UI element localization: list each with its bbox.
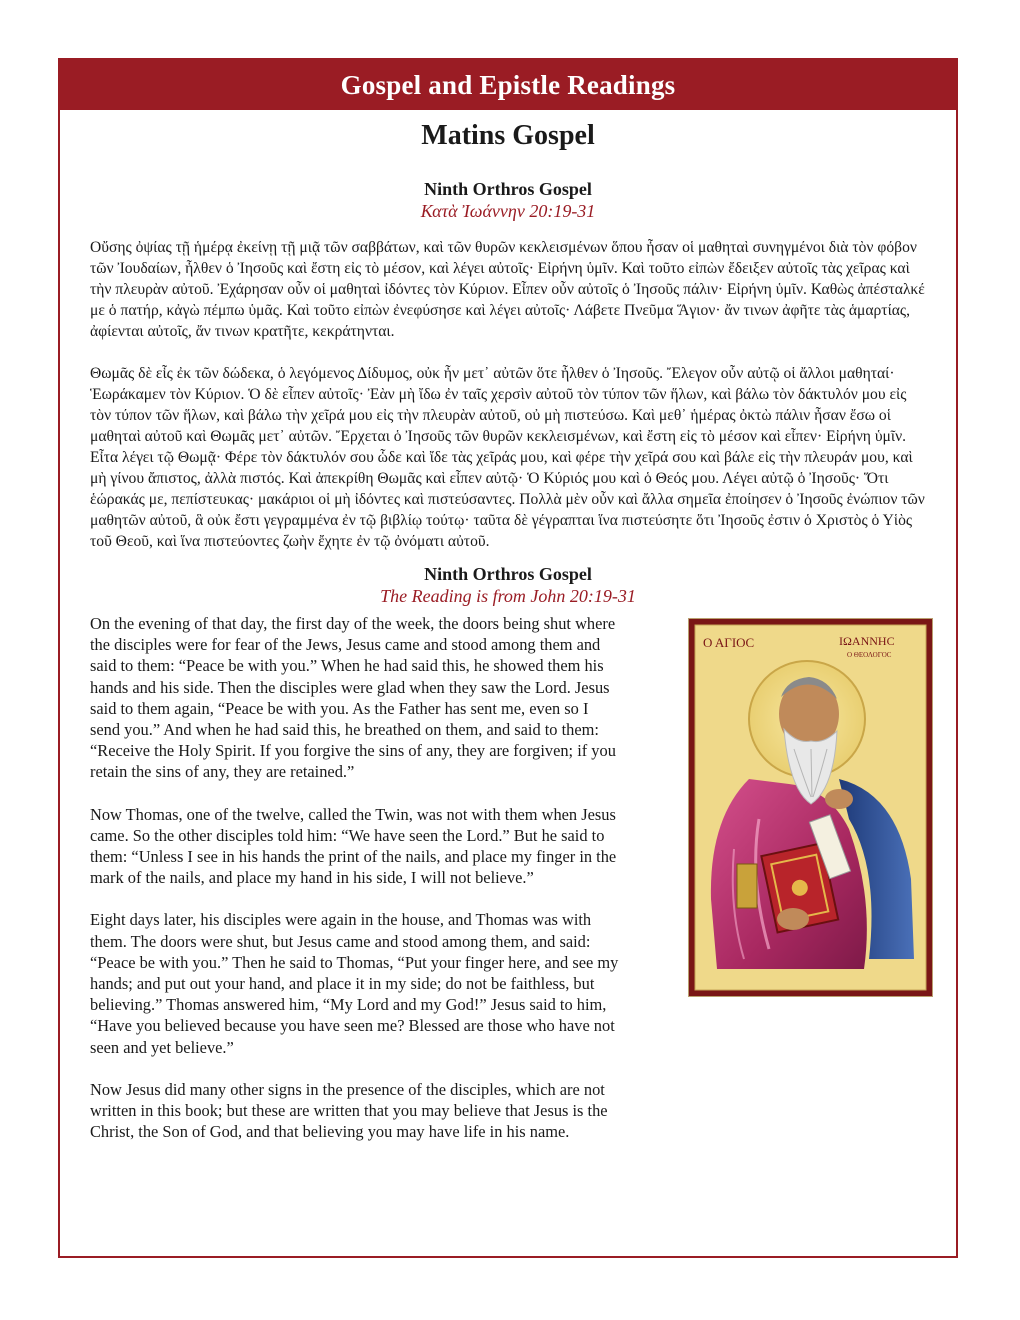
greek-heading: Ninth Orthros Gospel bbox=[424, 179, 592, 199]
icon-inscription-right: ΙΩΑΝΝΗC bbox=[839, 634, 895, 648]
greek-reference: Κατὰ Ἰωάννην 20:19-31 bbox=[420, 201, 596, 221]
greek-text bbox=[90, 237, 928, 552]
greek-section bbox=[60, 178, 956, 552]
english-paragraph: Now Jesus did many other signs in the presence of the disciples, which are not written in this book; but these are written that you may believe that Jesus is the Christ, the Son of God, and that believing you may have life in his name. bbox=[90, 1079, 608, 1142]
english-section bbox=[60, 563, 956, 1142]
icon-inscription-left: Ο ΑΓΙΟC bbox=[703, 635, 755, 650]
saint-john-icon bbox=[689, 619, 932, 996]
english-paragraph: Now Thomas, one of the twelve, called the Twin, was not with them when Jesus came. So the other disciples told him: “We have seen the Lord.” But he said to them: “Unless I see in his hands the print of the nails, and place my finger in the mark of the nails, and place my hand in his side, I will not believe.” bbox=[90, 804, 617, 888]
greek-paragraph: Θωμᾶς δὲ εἷς ἐκ τῶν δώδεκα, ὁ λεγόμενος Δίδυμος, οὐκ ἦν μετ᾽ αὐτῶν ὅτε ἦλθεν ὁ Ἰησοῦς. Ἔλεγον οὖν αὐτῷ οἱ ἄλλοι μαθηταί· Ἑωράκαμεν τὸν Κύριον. Ὁ δὲ εἶπεν αὐτοῖς· Ἐὰν μὴ ἴδω ἐν ταῖς χερσὶν αὐτοῦ τὸν τύπον τῶν ἥλων, καὶ βάλω τὸν δάκτυλόν μου εἰς τὸν τύπον τῶν ἥλων, καὶ βάλω τὴν χεῖρά μου εἰς τὴν πλευρὰν αὐτοῦ, οὐ μὴ πιστεύσω. Καὶ μεθ᾽ ἡμέρας ὀκτὼ πάλιν ἦσαν ἔσω οἱ μαθηταὶ αὐτοῦ καὶ Θωμᾶς μετ᾽ αὐτῶν. Ἔρχεται ὁ Ἰησοῦς τῶν θυρῶν κεκλεισμένων, καὶ ἔστη εἰς τὸ μέσον καὶ εἶπεν· Εἰρήνη ὑμῖν. Εἶτα λέγει τῷ Θωμᾷ· Φέρε τὸν δάκτυλόν σου ὧδε καὶ ἴδε τὰς χεῖράς μου, καὶ φέρε τὴν χεῖρά σου καὶ βάλε εἰς τὴν πλευράν μου, καὶ μὴ γίνου ἄπιστος, ἀλλὰ πιστός. Καὶ ἀπεκρίθη Θωμᾶς καὶ εἶπεν αὐτῷ· Ὁ Κύριός μου καὶ ὁ Θεός μου. Λέγει αὐτῷ ὁ Ἰησοῦς· Ὅτι ἑώρακάς με, πεπίστευκας· μακάριοι οἱ μὴ ἰδόντες καὶ πιστεύσαντες. Πολλὰ μὲν οὖν καὶ ἄλλα σημεῖα ἐποίησεν ὁ Ἰησοῦς ἐνώπιον τῶν μαθητῶν αὐτοῦ, ἃ οὐκ ἔστι γεγραμμένα ἐν τῷ βιβλίῳ τούτῳ· ταῦτα δὲ γέγραπται ἵνα πιστεύσητε ὅτι Ἰησοῦς ἐστιν ὁ Χριστὸς ὁ Υἱὸς τοῦ Θεοῦ, καὶ ἵνα πιστεύοντες ζωὴν ἔχητε ἐν τῷ ὀνόματι αὐτοῦ. bbox=[90, 365, 925, 550]
page-frame bbox=[58, 58, 958, 1258]
english-text bbox=[90, 613, 620, 1142]
icon-inscription-sub: Ο ΘΕΟΛΟΓΟC bbox=[847, 651, 892, 659]
english-body bbox=[90, 613, 956, 1142]
english-paragraph: On the evening of that day, the first day of the week, the doors being shut where the disciples were for fear of the Jews, Jesus came and stood among them and said to them: “Peace be with you.” When he had said this, he showed them his hands and his side. Then the disciples were glad when they saw the Lord. Jesus said to them again, “Peace be with you. As the Father has sent me, even so I send you.” And when he had said this, he breathed on them, and said to them: “Receive the Holy Spirit. If you forgive the sins of any, they are forgiven; if you retain the sins of any, they are retained.” bbox=[90, 614, 616, 782]
english-paragraph: Eight days later, his disciples were again in the house, and Thomas was with them. The doors were shut, but Jesus came and stood among them, and said: “Peace be with you.” Then he said to Thomas, “Put your finger here, and see my hands; and put out your hand, and place it in my side; do not be faithless, but believing.” Thomas answered him, “My Lord and my God!” Jesus said to him, “Have you believed because you have seen me? Blessed are those who have not seen and yet believe.” bbox=[90, 910, 619, 1057]
section-banner: Gospel and Epistle Readings bbox=[60, 60, 956, 110]
greek-paragraph: Οὔσης ὀψίας τῇ ἡμέρᾳ ἐκείνῃ τῇ μιᾷ τῶν σαββάτων, καὶ τῶν θυρῶν κεκλεισμένων ὅπου ἦσαν οἱ μαθηταὶ συνηγμένοι διὰ τὸν φόβον τῶν Ἰουδαίων, ἦλθεν ὁ Ἰησοῦς καὶ ἔστη εἰς τὸ μέσον, καὶ λέγει αὐτοῖς· Εἰρήνη ὑμῖν. Καὶ τοῦτο εἰπὼν ἔδειξεν αὐτοῖς τὰς χεῖρας καὶ τὴν πλευρὰν αὐτοῦ. Ἐχάρησαν οὖν οἱ μαθηταὶ ἰδόντες τὸν Κύριον. Εἶπεν οὖν αὐτοῖς ὁ Ἰησοῦς πάλιν· Εἰρήνη ὑμῖν. Καθὼς ἀπέσταλκέ με ὁ πατήρ, κἀγὼ πέμπω ὑμᾶς. Καὶ τοῦτο εἰπὼν ἐνεφύσησε καὶ λέγει αὐτοῖς· Λάβετε Πνεῦμα Ἅγιον· ἄν τινων ἀφῆτε τὰς ἁμαρτίας, ἀφίενται αὐτοῖς, ἄν τινων κρατῆτε, κεκράτηνται. bbox=[90, 239, 925, 340]
page-title: Matins Gospel bbox=[421, 120, 595, 151]
english-heading: Ninth Orthros Gospel bbox=[424, 564, 592, 584]
english-reference: The Reading is from John 20:19-31 bbox=[380, 586, 636, 606]
icon-illustration bbox=[689, 619, 932, 996]
